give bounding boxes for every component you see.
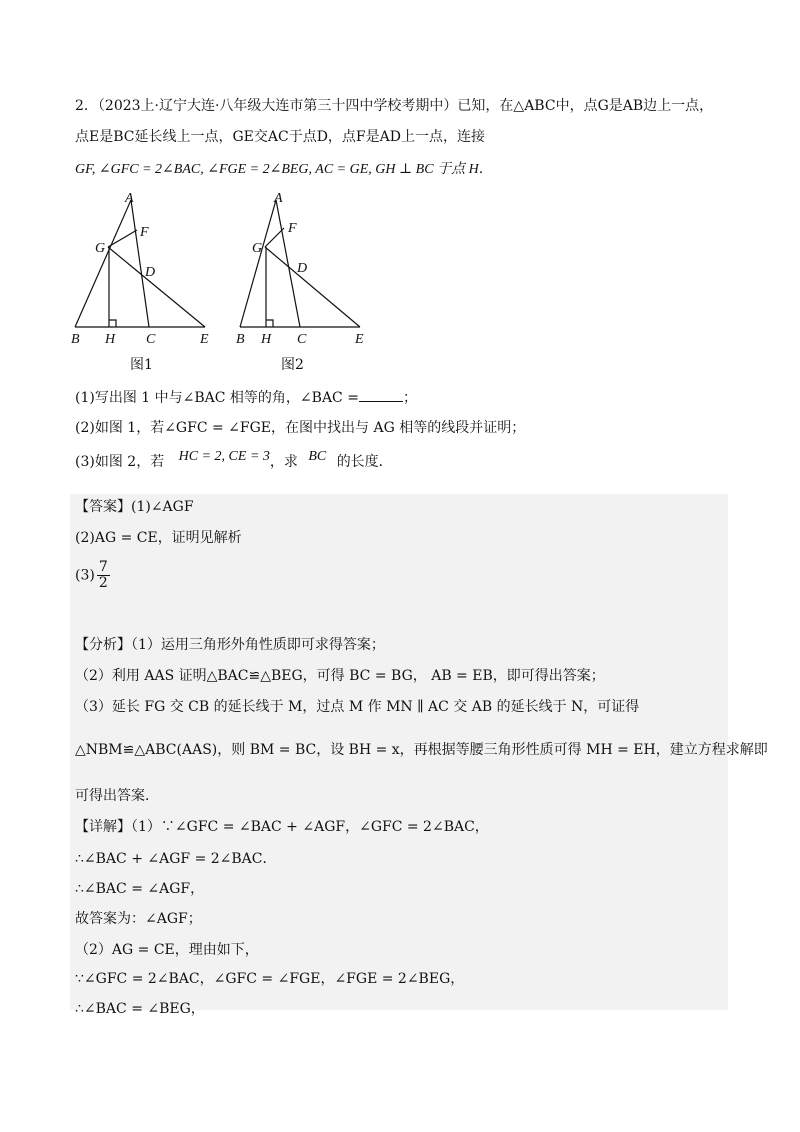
fig1-label-h: H — [105, 332, 116, 347]
fig1-label-b: B — [71, 332, 80, 347]
fraction-seven-halves: $\frac{7}{2}$ — [98, 559, 108, 591]
analysis-line-3: （3）延长 FG 交 CB 的延长线于 M，过点 M 作 MN ∥ AC 交 AB 的延长线于 N，可证得 — [75, 699, 640, 715]
detail-line-6: ∵∠GFC = 2∠BAC，∠GFC = ∠FGE，∠FGE = 2∠BEG， — [75, 971, 465, 987]
sub-question-1: (1)写出图 1 中与∠BAC 相等的角，∠BAC = ； — [75, 387, 417, 408]
answer-label: 【答案】 — [75, 499, 131, 515]
fig2-label-e: E — [355, 332, 364, 347]
fig1-label-d: D — [145, 265, 156, 280]
fig1-label-a: A — [125, 192, 134, 206]
detail-line-5: （2）AG = CE，理由如下， — [75, 942, 259, 958]
detail-line-3: ∴∠BAC = ∠AGF， — [75, 881, 205, 897]
analysis-line-5: 可得出答案． — [75, 788, 159, 804]
answer-line-3: (3) $\frac{7}{2}$ — [75, 559, 108, 591]
analysis-line-2: （2）利用 AAS 证明△BAC≌△BEG，可得 BC = BG， AB = EB，即可得出答案； — [75, 668, 605, 684]
figure-1-caption: 图1 — [130, 357, 153, 372]
fig1-label-c: C — [146, 332, 156, 347]
detail-line-4: 故答案为：∠AGF； — [75, 911, 202, 927]
fig1-label-f: F — [140, 225, 149, 240]
answer-line-2: (2)AG = CE，证明见解析 — [75, 530, 242, 546]
fig2-label-a: A — [274, 192, 283, 206]
detail-line-2: ∴∠BAC + ∠AGF = 2∠BAC． — [75, 851, 277, 867]
detail-line-1: 【详解】（1）∵∠GFC = ∠BAC + ∠AGF，∠GFC = 2∠BAC， — [75, 819, 489, 835]
question-line-1: 2．（2023上·辽宁大连·八年级大连市第三十四中学校考期中）已知，在△ABC中，点G是AB边上一点， — [75, 98, 714, 114]
question-line-2: 点E是BC延长线上一点，GE交AC于点D，点F是AD上一点，连接 — [75, 129, 485, 145]
geometry-figures — [68, 192, 388, 372]
detail-label: 【详解】 — [75, 819, 131, 835]
fig1-label-e: E — [200, 332, 209, 347]
sub-question-2: (2)如图 1，若∠GFC = ∠FGE，在图中找出与 AG 相等的线段并证明； — [75, 420, 526, 436]
fig2-label-f: F — [288, 221, 297, 236]
analysis-line-4: △NBM≌△ABC(AAS)，则 BM = BC，设 BH = x，再根据等腰三角形性质可得 MH = EH，建立方程求解即 — [75, 742, 768, 758]
sub-question-3: (3)如图 2，若 HC = 2, CE = 3，求 BC 的长度． — [75, 449, 393, 470]
answer-line-1: 【答案】(1)∠AGF — [75, 499, 194, 515]
fig2-label-d: D — [297, 261, 308, 276]
question-line-3: GF, ∠GFC = 2∠BAC, ∠FGE = 2∠BEG, AC = GE, GH ⊥ BC 于点 H． — [75, 162, 493, 177]
detail-line-7: ∴∠BAC = ∠BEG， — [75, 1001, 205, 1017]
fig2-label-b: B — [236, 332, 245, 347]
figure-1 — [75, 200, 205, 327]
analysis-line-1: 【分析】（1）运用三角形外角性质即可求得答案； — [75, 637, 385, 653]
fig2-label-g: G — [252, 241, 263, 256]
answer-blank — [359, 387, 403, 402]
fig1-label-g: G — [95, 241, 106, 256]
analysis-label: 【分析】 — [75, 637, 131, 653]
fig2-label-h: H — [261, 332, 272, 347]
figure-2-caption: 图2 — [281, 357, 304, 372]
fig2-label-c: C — [297, 332, 307, 347]
